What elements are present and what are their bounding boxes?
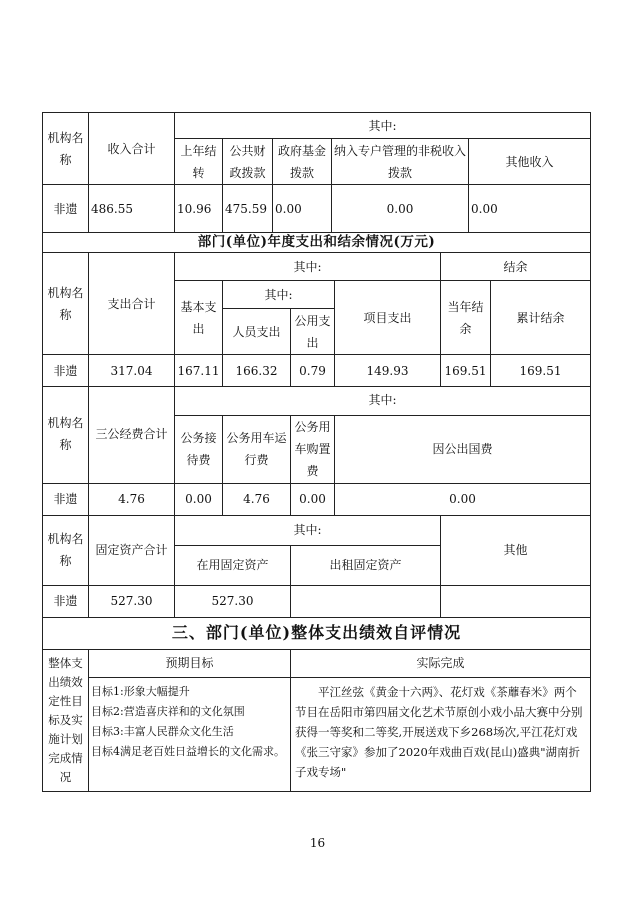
performance-header-expected: 预期目标 [89,649,291,677]
performance-header-actual: 实际完成 [291,649,591,677]
income-row-total: 486.55 [89,185,175,233]
income-row-public-finance: 475.59 [223,185,273,233]
expense-header-surplus: 结余 [441,253,591,281]
income-header-public-finance: 公共财政拨款 [223,139,273,185]
income-row-carryover: 10.96 [175,185,223,233]
income-header-other: 其他收入 [469,139,591,185]
performance-title: 三、部门(单位)整体支出绩效自评情况 [43,617,591,649]
three-public-row-reception: 0.00 [175,483,223,515]
income-header-org: 机构名称 [43,113,89,185]
income-header-gov-fund: 政府基金拨款 [273,139,332,185]
three-public-table [42,385,591,516]
expense-row-org: 非遗 [43,355,89,387]
expense-header-of-which-2: 其中: [223,281,335,309]
fixed-assets-row-org: 非遗 [43,585,89,617]
fixed-assets-row-in-use: 527.30 [175,585,291,617]
three-public-row-vehicle-run: 4.76 [223,483,291,515]
three-public-row-total: 4.76 [89,483,175,515]
performance-goal-item: 目标1:形象大幅提升 [91,684,190,698]
expense-header-year-surplus: 当年结余 [441,281,491,355]
performance-goal-item: 目标2:营造喜庆祥和的文化氛围 [91,704,245,718]
page-number: 16 [309,836,326,850]
three-public-header-vehicle-run: 公务用车运行费 [223,415,291,483]
fixed-assets-header-of-which: 其中: [175,515,441,545]
expense-row-project: 149.93 [335,355,441,387]
expense-header-project: 项目支出 [335,281,441,355]
three-public-header-of-which: 其中: [175,385,591,415]
income-header-of-which: 其中: [175,113,591,139]
expense-header-basic: 基本支出 [175,281,223,355]
income-header-carryover: 上年结转 [175,139,223,185]
expense-row-cum-surplus: 169.51 [491,355,591,387]
income-header-total: 收入合计 [89,113,175,185]
three-public-header-abroad: 因公出国费 [335,415,591,483]
three-public-row-org: 非遗 [43,483,89,515]
expense-header-org: 机构名称 [43,253,89,355]
fixed-assets-header-total: 固定资产合计 [89,515,175,585]
expense-header-personnel: 人员支出 [223,309,291,355]
three-public-header-org: 机构名称 [43,385,89,483]
income-table [42,112,591,233]
fixed-assets-header-org: 机构名称 [43,515,89,585]
three-public-row-abroad: 0.00 [335,483,591,515]
three-public-row-vehicle-buy: 0.00 [291,483,335,515]
expense-row-public-use: 0.79 [291,355,335,387]
expense-row-personnel: 166.32 [223,355,291,387]
fixed-assets-row-other [441,585,591,617]
income-header-special: 纳入专户管理的非税收入拨款 [332,139,469,185]
expense-row-total: 317.04 [89,355,175,387]
expense-header-cum-surplus: 累计结余 [491,281,591,355]
performance-goal-item: 目标3:丰富人民群众文化生活 [91,724,234,738]
performance-table [42,617,591,792]
expense-row-basic: 167.11 [175,355,223,387]
income-row-gov-fund: 0.00 [273,185,332,233]
fixed-assets-table [42,515,591,618]
income-row-special: 0.00 [332,185,469,233]
fixed-assets-header-in-use: 在用固定资产 [175,545,291,585]
expense-header-of-which: 其中: [175,253,441,281]
performance-goals [89,677,291,791]
fixed-assets-header-other: 其他 [441,515,591,585]
performance-actual: 平江丝弦《黄金十六两》、花灯戏《茶蘼春米》两个节目在岳阳市第四届文化艺术节原创小戏小品大赛中分别获得一等奖和二等奖,开展送戏下乡268场次,平江花灯戏《张三守家》参加了2020年戏曲百戏(昆山)盛典"湖南折子戏专场" [291,677,591,791]
expense-row-year-surplus: 169.51 [441,355,491,387]
expense-header-total: 支出合计 [89,253,175,355]
fixed-assets-header-rented: 出租固定资产 [291,545,441,585]
performance-side-label: 整体支出绩效定性目标及实施计划完成情况 [43,649,89,791]
expense-table [42,232,591,387]
fixed-assets-row-rented [291,585,441,617]
three-public-header-vehicle-buy: 公务用车购置费 [291,415,335,483]
fixed-assets-row-total: 527.30 [89,585,175,617]
expense-title: 部门(单位)年度支出和结余情况(万元) [43,232,591,253]
expense-header-public-use: 公用支出 [291,309,335,355]
income-row-org: 非遗 [43,185,89,233]
performance-goal-item: 目标4满足老百姓日益增长的文化需求。 [91,744,285,758]
income-row-other: 0.00 [469,185,591,233]
three-public-header-total: 三公经费合计 [89,385,175,483]
three-public-header-reception: 公务接待费 [175,415,223,483]
